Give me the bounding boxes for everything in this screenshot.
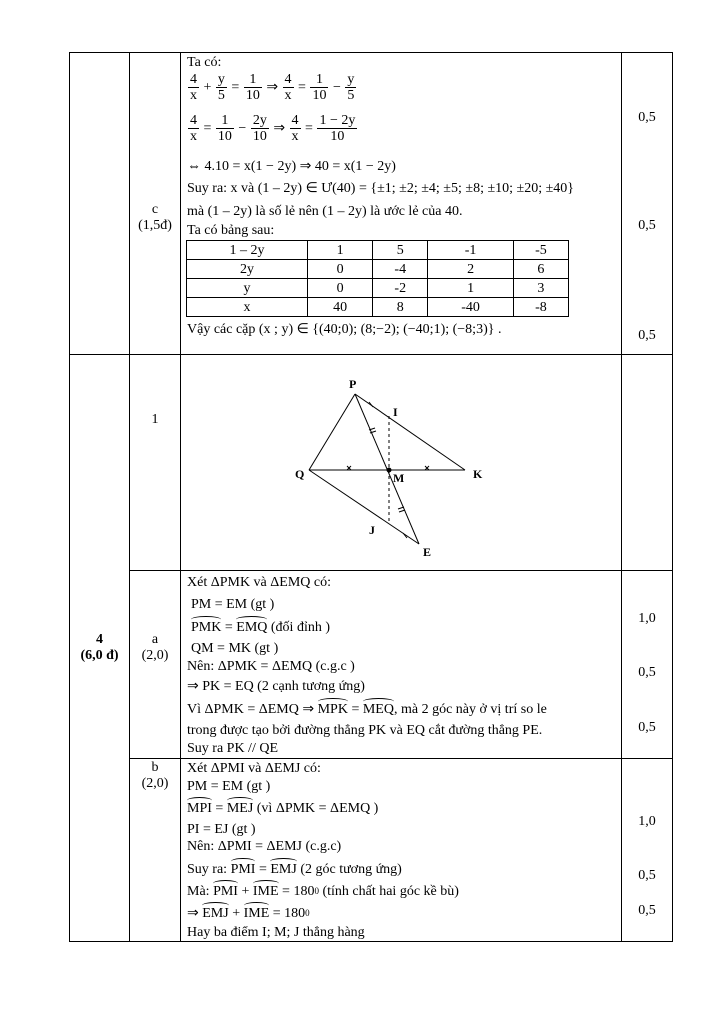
a-line-8: trong được tạo bởi đường thẳng PK và EQ cắt đường thẳng PE.: [187, 723, 543, 738]
a-line-4: QM = MK (gt ): [191, 641, 279, 656]
label-j: J: [369, 523, 375, 537]
table-divider-2: [180, 52, 181, 942]
table-border-top: [69, 52, 673, 53]
score-3c-1: 0,5: [638, 110, 656, 125]
table-intro: Ta có bảng sau:: [187, 223, 275, 238]
b-line-7: Mà: PMI + IME = $180^0$ (tính chất hai góc kề bù): [187, 884, 459, 899]
segment-pq: [309, 394, 355, 470]
conclusion-pairs: Vậy các cặp (x ; y) ∈ {(40;0); (8;−2); (−40;1); (−8;3)} .: [187, 322, 502, 337]
row-separator-q4: [69, 354, 673, 355]
equation-line-3: ⇔ 4.10 = x(1 − 2y) ⇒ 40 = x(1 − 2y): [187, 159, 396, 174]
question-4-points: (6,0 đ): [80, 648, 119, 663]
score-4a-1: 1,0: [638, 611, 656, 626]
score-4b-3: 0,5: [638, 903, 656, 918]
odd-divisor-line: mà (1 – 2y) là số lẻ nên (1 – 2y) là ước lẻ của 40.: [187, 204, 463, 219]
a-line-7: Vì ΔPMK = ΔEMQ ⇒ MPK = MEQ, mà 2 góc này ở vị trí so le: [187, 702, 547, 717]
b-line-4: PI = EJ (gt ): [187, 822, 256, 837]
table-border-right: [672, 52, 673, 942]
part-c-points: (1,5đ): [138, 218, 172, 233]
b-line-8: ⇒ EMJ + IME = $180^0$: [187, 906, 310, 921]
part-b: b: [151, 760, 159, 775]
a-line-2: PM = EM (gt ): [191, 597, 275, 612]
part-c-label: [130, 202, 180, 234]
part-b-points: (2,0): [141, 776, 169, 791]
part-a-points: (2,0): [141, 648, 169, 663]
a-line-6: ⇒ PK = EQ (2 cạnh tương ứng): [187, 679, 365, 694]
table-row: 1 – 2y 1 5 -1 -5: [187, 241, 569, 260]
score-4b-1: 1,0: [638, 814, 656, 829]
score-4a-2: 0,5: [638, 665, 656, 680]
label-e: E: [423, 545, 432, 559]
point-m: [387, 468, 392, 473]
b-line-1: Xét ΔPMI và ΔEMJ có:: [187, 761, 321, 776]
b-line-3: MPI = MEJ (vì ΔPMK = ΔEMQ ): [187, 801, 379, 816]
equation-line-2: $\frac{4}{x}$ = $\frac{1}{10}$ − $\frac{2y}{10}$ ⇒ $\frac{4}{x}$ = $\frac{1 - 2y}{10}$: [190, 113, 356, 145]
a-line-5: Nên: ΔPMK = ΔEMQ (c.g.c ): [187, 659, 355, 674]
score-3c-2: 0,5: [638, 218, 656, 233]
label-m: M: [393, 471, 405, 485]
label-p: P: [349, 377, 357, 391]
table-row: x 40 8 -40 -8: [187, 298, 569, 317]
divisors-line: Suy ra: x và (1 – 2y) ∈ Ư(40) = {±1; ±2; ±4; ±5; ±8; ±10; ±20; ±40}: [187, 181, 575, 196]
part-a-label: [130, 632, 180, 664]
b-line-9: Hay ba điểm I; M; J thẳng hàng: [187, 925, 365, 940]
geometry-figure: [285, 372, 545, 572]
question-4-number: 4: [96, 632, 103, 647]
part-b-label: [130, 760, 180, 792]
a-line-1: Xét ΔPMK và ΔEMQ có:: [187, 575, 331, 590]
b-line-2: PM = EM (gt ): [187, 779, 271, 794]
table-border-bottom: [69, 941, 673, 942]
part-a: a: [151, 632, 159, 647]
table-border-left: [69, 52, 70, 942]
row-separator-b: [129, 758, 673, 759]
figure-part-label: 1: [151, 412, 159, 427]
b-line-6: Suy ra: PMI = EMJ (2 góc tương ứng): [187, 862, 402, 877]
label-i: I: [393, 405, 398, 419]
question-4-label: [70, 632, 129, 664]
label-k: K: [473, 467, 483, 481]
score-4b-2: 0,5: [638, 868, 656, 883]
table-row: y 0 -2 1 3: [187, 279, 569, 298]
table-divider-1: [129, 52, 130, 942]
a-line-3: PMK = EMQ (đối đỉnh ): [191, 620, 330, 635]
b-line-5: Nên: ΔPMI = ΔEMJ (c.g.c): [187, 839, 342, 854]
table-divider-3: [621, 52, 622, 942]
score-4a-3: 0,5: [638, 720, 656, 735]
label-q: Q: [295, 467, 305, 481]
table-row: 2y 0 -4 2 6: [187, 260, 569, 279]
part-c: c: [151, 202, 159, 217]
a-line-9: Suy ra PK // QE: [187, 741, 278, 756]
score-3c-3: 0,5: [638, 328, 656, 343]
ta-co: Ta có:: [187, 55, 222, 70]
values-table: [186, 240, 569, 317]
equation-line-1: $\frac{4}{x}$ + $\frac{y}{5}$ = $\frac{1}{10}$ ⇒ $\frac{4}{x}$ = $\frac{1}{10}$ − $\frac{y}{5}$: [190, 72, 355, 104]
